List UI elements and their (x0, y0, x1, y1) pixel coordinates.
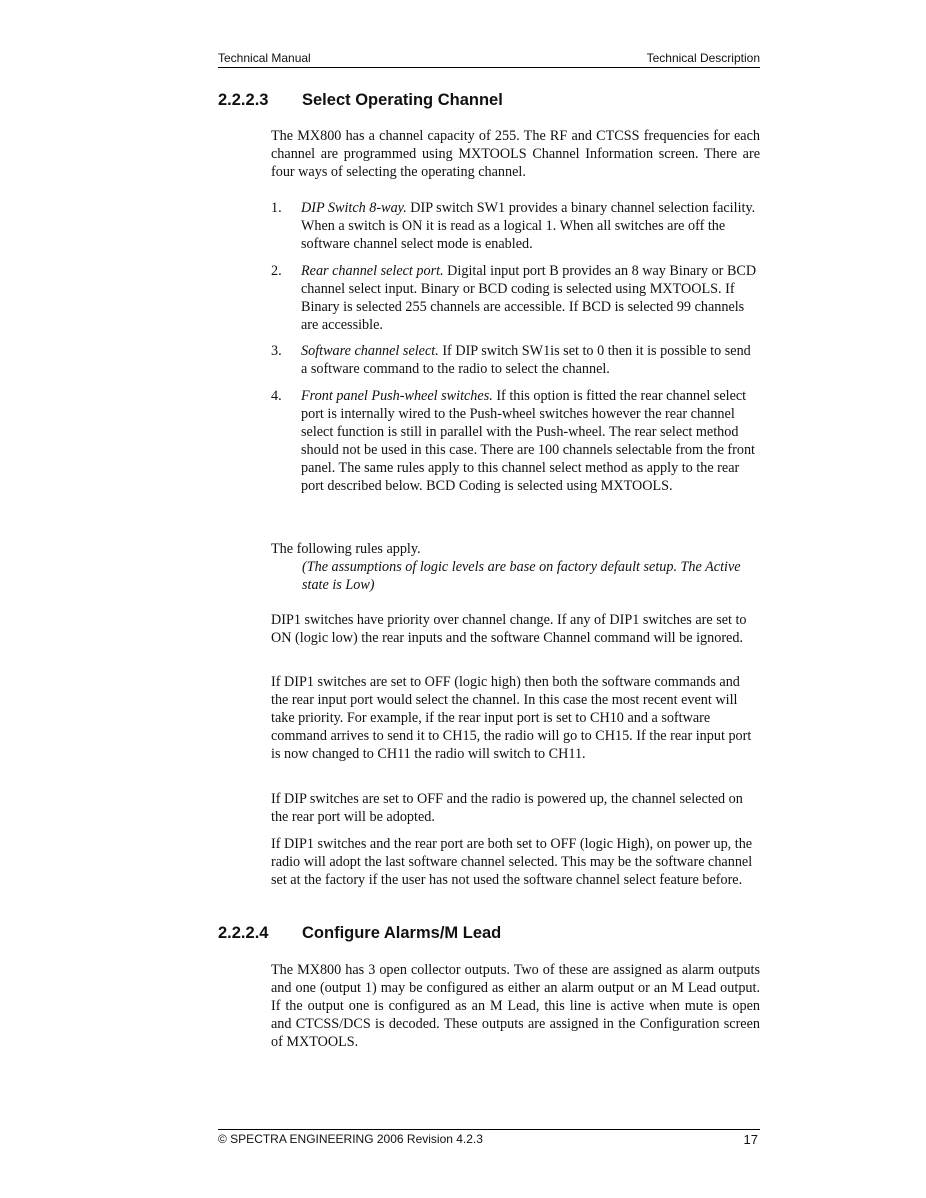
section-title: Configure Alarms/M Lead (302, 924, 502, 942)
header-right: Technical Description (646, 51, 760, 65)
list-text: If this option is fitted the rear channel select port is internally wired to the Push-wheel switches however the rear channel select function is still in parallel with the Push-wheel. The rear select method should not be used in this case. There are 100 channels selectable from the front panel. The same rules apply to this channel select method as apply to the rear port described below. BCD Coding is selected using MXTOOLS. (301, 388, 755, 494)
section-title: Select Operating Channel (302, 91, 503, 109)
list-number: 3. (271, 343, 282, 359)
section-heading-2-2-2-3 (218, 91, 503, 110)
list-text: Digital input port B provides an 8 way Binary or BCD channel select input. Binary or BCD coding is selected using MXTOOLS. If Binary is selected 255 channels are accessible. If BCD is selected 99 channels are accessible. (301, 263, 757, 333)
footer-copyright: © SPECTRA ENGINEERING 2006 Revision 4.2.3 (218, 1132, 483, 1146)
list-text: DIP switch SW1 provides a binary channel selection facility. When a switch is ON it is read as a logical 1. When all switches are off the software channel select mode is enabled. (301, 200, 756, 252)
section-number: 2.2.2.4 (218, 924, 269, 942)
page-header (218, 51, 760, 68)
paragraph: If DIP switches are set to OFF and the radio is powered up, the channel selected on the rear port will be adopted. (271, 791, 743, 825)
list-item (271, 262, 760, 334)
header-left: Technical Manual (218, 51, 311, 65)
list-item (271, 199, 760, 253)
section-number: 2.2.2.3 (218, 91, 269, 109)
list-lead: DIP Switch 8-way. (301, 200, 407, 216)
alarms-paragraph: The MX800 has 3 open collector outputs. Two of these are assigned as alarm outputs and one (output 1) may be configured as either an alarm output or an M Lead output. If the output one is configured as an M Lead, this line is active when mute is open and CTCSS/DCS is decoded. These outputs are assigned in the Configuration screen of MXTOOLS. (271, 962, 760, 1050)
rules-intro: The following rules apply. (271, 541, 421, 557)
page-number: 17 (743, 1132, 758, 1147)
list-number: 2. (271, 263, 282, 279)
intro-paragraph: The MX800 has a channel capacity of 255. The RF and CTCSS frequencies for each channel are programmed using MXTOOLS Channel Information screen. There are four ways of selecting the operating channel. (271, 128, 760, 180)
paragraph: If DIP1 switches and the rear port are both set to OFF (logic High), on power up, the radio will adopt the last software channel selected. This may be the software channel set at the factory if the user has not used the software channel select feature before. (271, 836, 753, 888)
list-item (271, 342, 760, 378)
paragraph: If DIP1 switches are set to OFF (logic high) then both the software commands and the rear input port would select the channel. In this case the most recent event will take priority. For example, if the rear input port is set to CH10 and a software command arrives to send it to CH15, the radio will go to CH15. If the rear input port is now changed to CH11 the radio will switch to CH11. (271, 674, 752, 762)
list-number: 1. (271, 200, 282, 216)
section-heading-2-2-2-4 (218, 924, 501, 943)
list-lead: Front panel Push-wheel switches. (301, 388, 493, 404)
list-text: If DIP switch SW1is set to 0 then it is possible to send a software command to the radio to select the channel. (301, 343, 751, 377)
page-footer (218, 1129, 760, 1147)
rules-note: (The assumptions of logic levels are base on factory default setup. The Active state is Low) (302, 559, 741, 593)
list-lead: Rear channel select port. (301, 263, 444, 279)
list-item (271, 387, 760, 495)
list-number: 4. (271, 388, 282, 404)
list-lead: Software channel select. (301, 343, 439, 359)
paragraph: DIP1 switches have priority over channel change. If any of DIP1 switches are set to ON (logic low) the rear inputs and the software Channel command will be ignored. (271, 612, 747, 646)
